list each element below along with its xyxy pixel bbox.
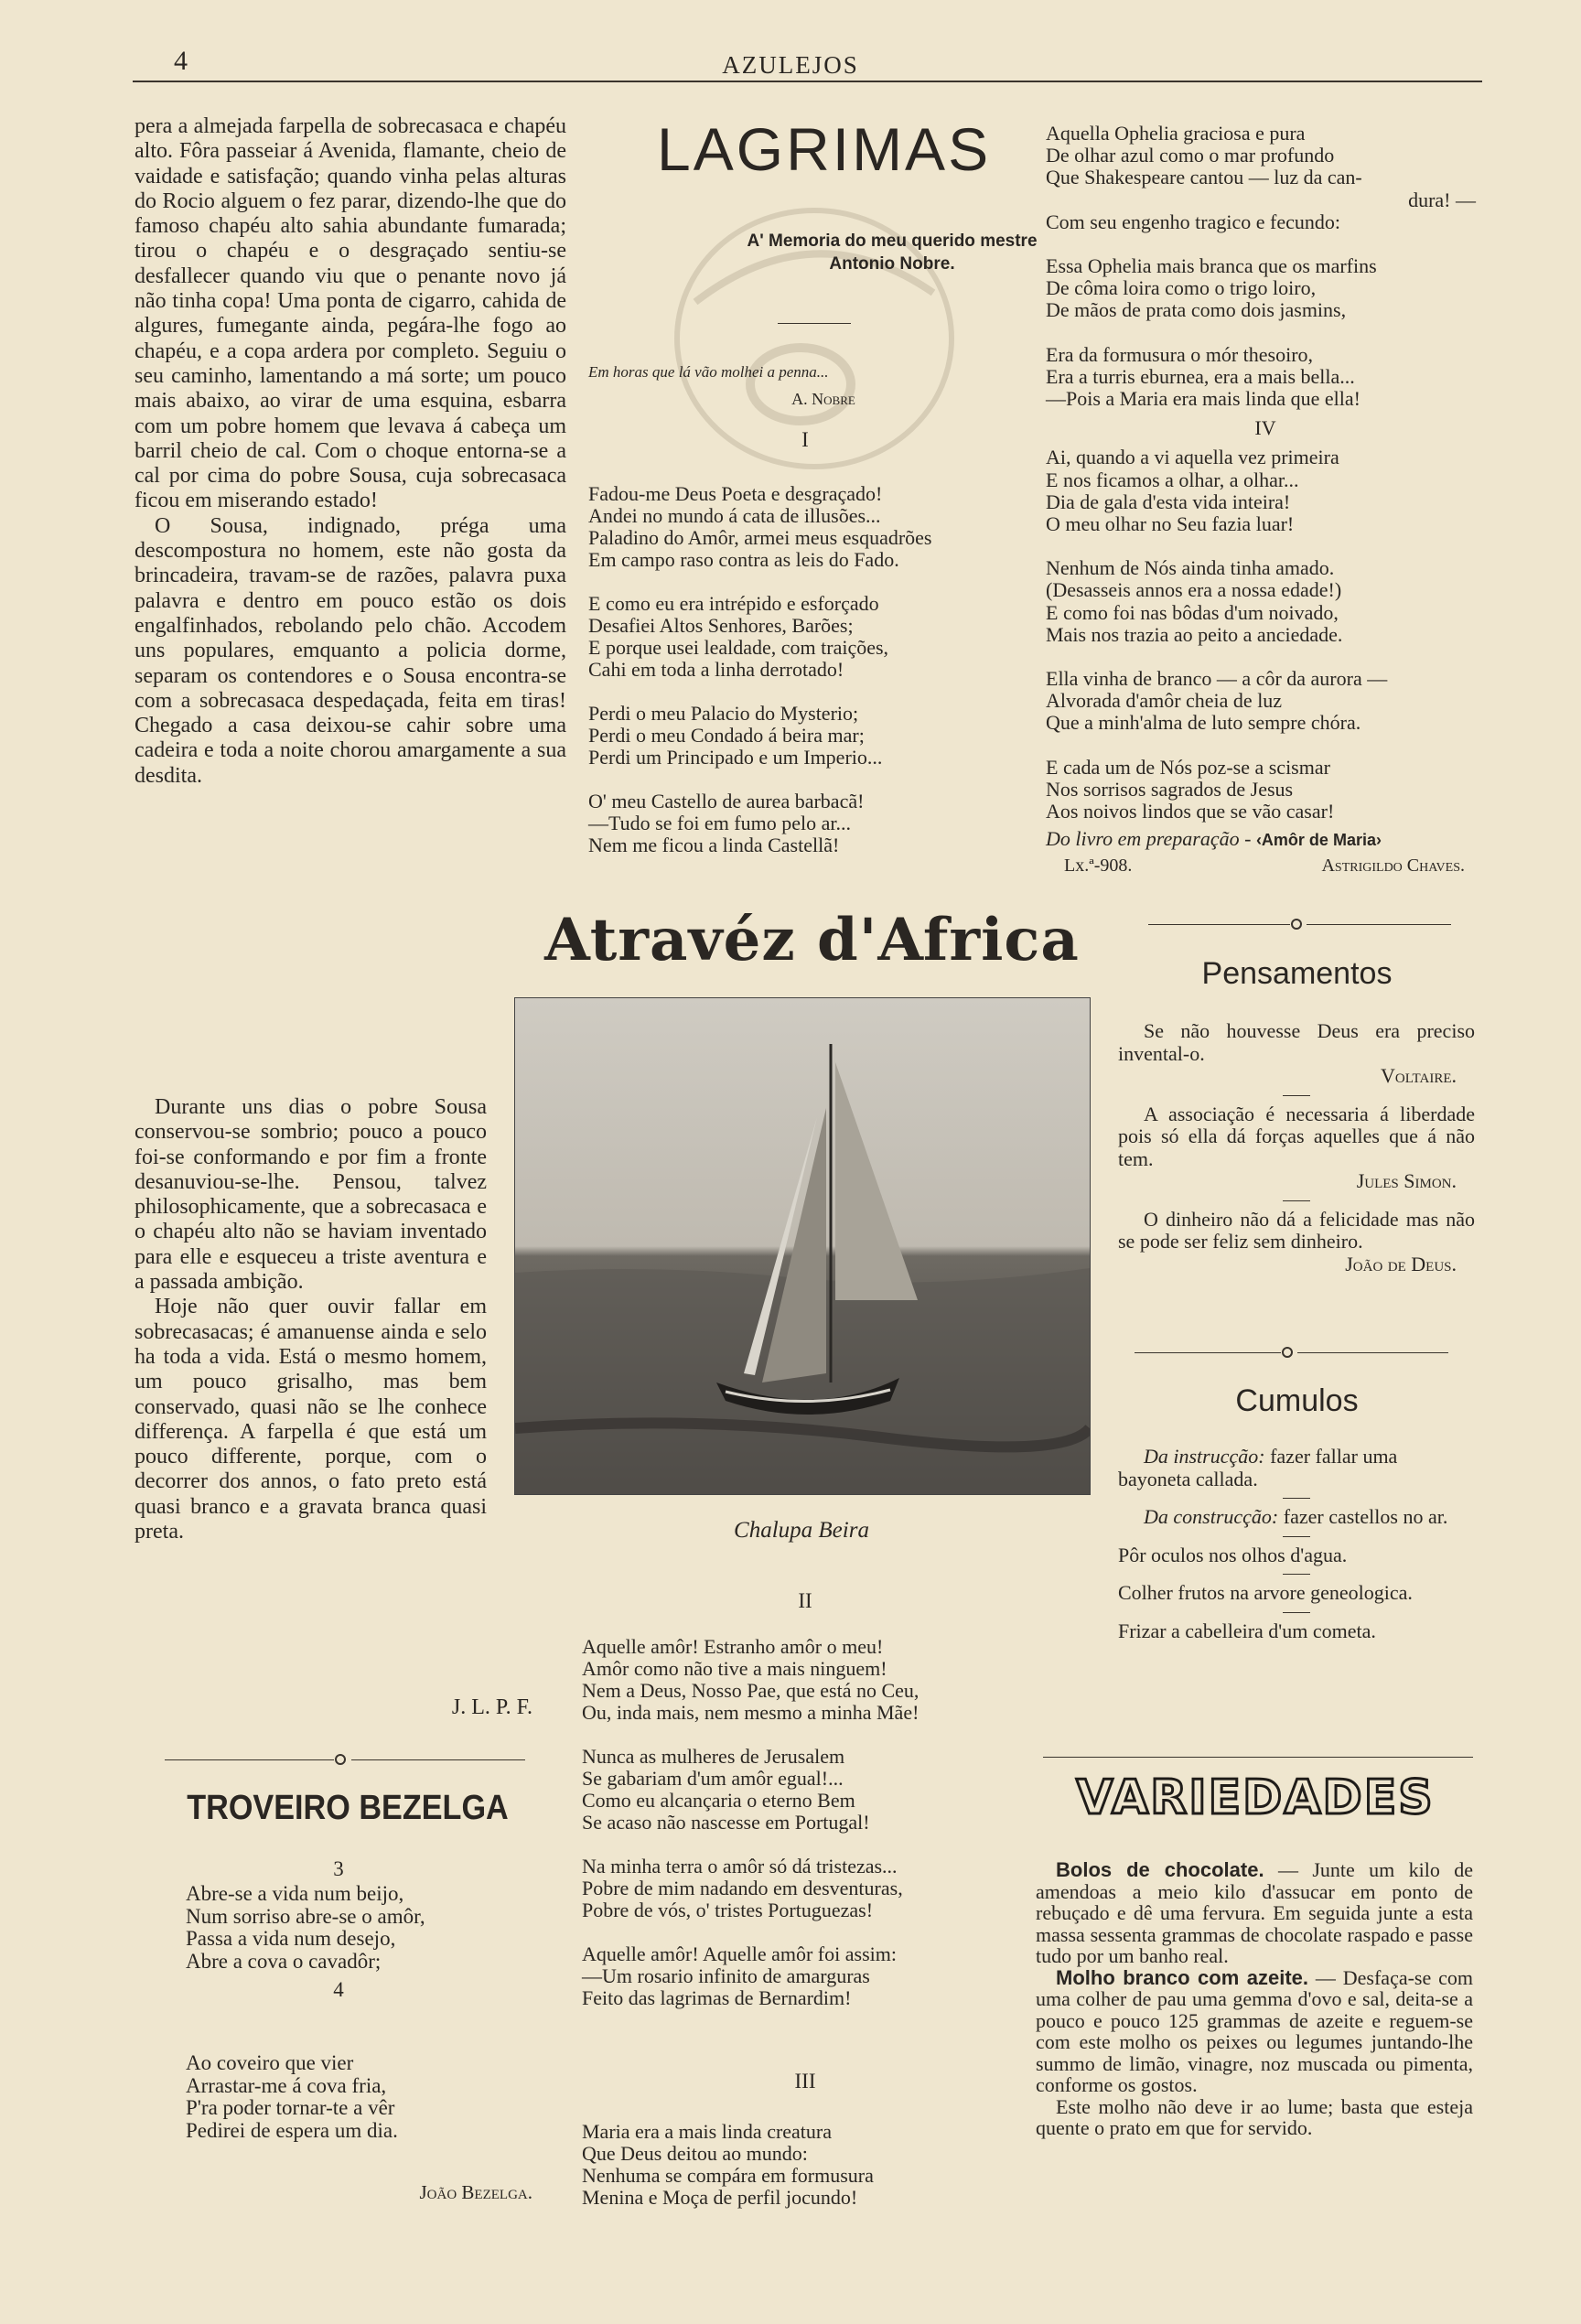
troveiro-stanza	[186, 2052, 515, 2142]
verse-line: Feito das lagrimas de Bernardim!	[582, 1986, 852, 2009]
cumulo: Frizar a cabelleira d'um cometa.	[1118, 1619, 1376, 1642]
verse-line: Com seu engenho tragico e fecundo:	[1046, 210, 1340, 233]
pensamentos-quotes	[1118, 1020, 1475, 1275]
verse-line: Que a minh'alma de luto sempre chóra.	[1046, 711, 1361, 735]
part-numeral: IV	[1254, 416, 1276, 440]
verse-line: Cahi em toda a linha derrotado!	[588, 658, 844, 681]
verse-line: Nos sorrisos sagrados de Jesus	[1046, 777, 1294, 801]
africa-title: Atravéz d'Africa	[544, 906, 1080, 974]
verse-line: Nenhuma se compára em formusura	[582, 2164, 874, 2187]
epigraph-author: A. Nobre	[791, 390, 855, 408]
cumulo-label: Da instrucção:	[1144, 1445, 1265, 1468]
short-rule	[1283, 1498, 1310, 1499]
verse-line: —Tudo se foi em fumo pelo ar...	[588, 812, 851, 834]
story-paragraph: Hoje não quer ouvir fallar em sobrecasacas; é amanuense ainda e selo ha toda a vida. Está o mesmo homem, um pouco grisalho, mas bem conservado, quasi não se lhe conhece differença. A farpella é que está um pouco differente, porque, com o decorrer dos annos, o fato preto está quasi branco e a gravata branca quasi preta.	[134, 1295, 487, 1544]
part-numeral: I	[801, 428, 809, 451]
story-paragraph: Durante uns dias o pobre Sousa conservou-se sombrio; pouco a pouco foi-se conformando e por fim a fronte desanuviou-se-lhe. Pensou, talvez philosophicamente, que a sobrecasaca e o chapéu alto não se haviam inventado para elle e esqueceu a triste aventura e a passada ambição.	[134, 1095, 487, 1295]
stanza-number: 3	[333, 1857, 344, 1880]
troveiro-title: TROVEIRO BEZELGA	[187, 1789, 509, 1827]
quote: O dinheiro não dá a felicidade mas não se pode ser feliz sem dinheiro.	[1118, 1207, 1475, 1253]
pensamentos-title: Pensamentos	[1201, 956, 1393, 991]
verse-line: O meu olhar no Seu fazia luar!	[1046, 512, 1295, 536]
verse-line: Alvorada d'amôr cheia de luz	[1046, 689, 1283, 713]
short-rule	[1283, 1200, 1310, 1201]
separator	[1135, 1352, 1281, 1353]
verse-line: Que Deus deitou ao mundo:	[582, 2142, 808, 2165]
verse-line: —Pois a Maria era mais linda que ella!	[1046, 387, 1361, 411]
verse-line: Arrastar-me á cova fria,	[186, 2073, 387, 2097]
variedades-title	[1036, 1766, 1475, 1824]
variedades-recipes	[1036, 1859, 1473, 2139]
book-note-text: Do livro em preparação -	[1046, 827, 1252, 851]
separator-ornament	[1291, 919, 1302, 930]
quote-author: Voltaire.	[1381, 1064, 1457, 1087]
quote: Se não houvesse Deus era preciso invental-o.	[1118, 1019, 1475, 1065]
cumulo-label: Da construcção:	[1144, 1505, 1279, 1528]
recipe-note: Este molho não deve ir ao lume; basta que esteja quente o prato em que for servido.	[1036, 2094, 1473, 2139]
variedades-title-art	[1036, 1766, 1475, 1824]
photo-caption: Chalupa Beira	[734, 1518, 869, 1543]
verse-line: E como eu era intrépido e esforçado	[588, 592, 879, 615]
cumulo: Pôr oculos nos olhos d'agua.	[1118, 1543, 1348, 1566]
verse-line: Pobre de mim nadando em desventuras,	[582, 1877, 903, 1899]
verse-line: Paladino do Amôr, armei meus esquadrões	[588, 526, 932, 549]
page-number: 4	[174, 46, 188, 76]
separator	[165, 1759, 334, 1760]
short-rule	[1283, 1612, 1310, 1613]
verse-line: Nenhum de Nós ainda tinha amado.	[1046, 556, 1335, 580]
short-rule	[1283, 1536, 1310, 1537]
sailboat-photo	[514, 997, 1091, 1495]
part-numeral: II	[798, 1589, 812, 1612]
verse-line: E nos ficamos a olhar, a olhar...	[1046, 468, 1299, 491]
lagrimas-title: LAGRIMAS	[657, 115, 992, 183]
verse-line: Se acaso não nascesse em Portugal!	[582, 1811, 870, 1834]
verse-line: De côma loira como o trigo loiro,	[1046, 276, 1317, 300]
verse-line: Nem me ficou a linda Castellã!	[588, 834, 840, 856]
troveiro-stanza	[186, 1883, 515, 1973]
verse-line: Aquelle amôr! Aquelle amôr foi assim:	[582, 1942, 897, 1965]
verse-line: Nem a Deus, Nosso Pae, que está no Ceu,	[582, 1679, 920, 1702]
lagrimas-part-3-continued	[1046, 123, 1485, 880]
poem-place-date: Lx.ª-908.	[1064, 855, 1133, 877]
verse-line: Que Shakespeare cantou — luz da can-	[1046, 166, 1362, 189]
verse-line: Como eu alcançaria o eterno Bem	[582, 1789, 855, 1812]
verse-line: De mãos de prata como dois jasmins,	[1046, 298, 1347, 322]
verse-line: Ou, inda mais, nem mesmo a minha Mãe!	[582, 1701, 920, 1724]
verse-line: Desafiei Altos Senhores, Barões;	[588, 614, 854, 637]
stanza-number: 4	[333, 1978, 344, 2001]
verse-line: Andei no mundo á cata de illusões...	[588, 504, 881, 527]
cumulo-text: fazer fallar uma bayoneta callada.	[1118, 1445, 1398, 1490]
verse-line: Dia de gala d'esta vida inteira!	[1046, 490, 1291, 513]
quote: A associação é necessaria á liberdade pois só ella dá forças aquelles que á não tem.	[1118, 1102, 1475, 1170]
separator	[351, 1759, 525, 1760]
separator	[1297, 1352, 1448, 1353]
sailboat-illustration	[515, 998, 1090, 1494]
verse-line: Era da formusura o mór thesoiro,	[1046, 342, 1314, 366]
quote-author: Jules Simon.	[1356, 1169, 1457, 1192]
verse-line: O' meu Castello de aurea barbacã!	[588, 790, 865, 812]
epigraph: Em horas que lá vão molhei a penna...	[588, 363, 829, 381]
story-paragraph: pera a almejada farpella de sobrecasaca e chapéu alto. Fôra passeiar á Avenida, flamante, cheio de vaidade e satisfação; quando vinha pelas alturas do Rocio alguem o fez parar, dizendo-lhe que do famoso chapéu alto sahia abundante fumarada; tirou o chapéu e o desgraçado sentiu-se desfallecer quando viu que o penante novo já não tinha copa! Uma ponta de cigarro, cahida de algures, fumegante ainda, pegára-lhe fogo ao chapéu, e a copa ardera por completo. Seguiu o seu caminho, lamentando a má sorte; um pouco mais abaixo, ao virar de uma esquina, esbarra com um pobre homem que levava á cabeça um barril cheio de cal. Com o choque entorna-se a cal por cima do pobre Sousa, cuja sobrecasaca ficou em miserando estado!	[134, 114, 566, 513]
recipe-title: Molho branco com azeite.	[1056, 1965, 1309, 1989]
verse-line: Passa a vida num desejo,	[186, 1927, 396, 1950]
recipe-text: — Desfaça-se com uma colher de pau uma gemma d'ovo e sal, deita-se a pouco e pouco 125 grammas de azeite e reguem-se com este molho os peixes ou legumes juntando-lhe summo de limão, vinagre, noz muscada ou pimenta, conforme os gostos.	[1036, 1965, 1473, 2096]
verse-line: E porque usei lealdade, com traições,	[588, 636, 889, 659]
separator-ornament	[1282, 1347, 1293, 1358]
verse-line: Mais nos trazia ao peito a anciedade.	[1046, 622, 1343, 646]
verse-line: Em campo raso contra as leis do Fado.	[588, 548, 899, 571]
verse-line: Abre-se a vida num beijo,	[186, 1882, 404, 1905]
short-rule	[1283, 1574, 1310, 1575]
cumulos-list	[1118, 1446, 1475, 1642]
verse-line: Abre a cova o cavadôr;	[186, 1949, 382, 1973]
part-numeral: III	[794, 2070, 816, 2093]
recipe	[1036, 1859, 1473, 1967]
story-continuation	[134, 114, 566, 789]
variedades-title-text: VARIEDADES	[1076, 1770, 1435, 1824]
poem-signature	[1046, 855, 1485, 880]
header-rule	[133, 81, 1482, 82]
verse-line: Ai, quando a vi aquella vez primeira	[1046, 446, 1339, 469]
verse-line: Ao coveiro que vier	[186, 2051, 354, 2074]
poem-author: Astrigildo Chaves.	[1321, 855, 1465, 877]
separator	[1148, 924, 1290, 925]
lagrimas-part-1	[588, 483, 1027, 856]
verse-line: P'ra poder tornar-te a vêr	[186, 2096, 395, 2119]
cumulo	[1118, 1506, 1475, 1529]
verse-line: (Desasseis annos era a nossa edade!)	[1046, 578, 1342, 602]
story-continuation-narrow	[134, 1095, 487, 1544]
verse-line: De olhar azul como o mar profundo	[1046, 144, 1335, 167]
story-signature: J. L. P. F.	[451, 1695, 532, 1719]
separator	[1043, 1757, 1473, 1758]
cumulo: Colher frutos na arvore geneologica.	[1118, 1581, 1413, 1604]
verse-line: Ella vinha de branco — a côr da aurora —	[1046, 667, 1388, 691]
story-paragraph: O Sousa, indignado, préga uma descompostura no homem, este não gosta da brincadeira, travam-se de razões, palavra puxa palavra e dentro em pouco estão os dois engalfinhados, rebolando pelo chão. Accodem uns populares, emquanto a policia dorme, separam os contendores e o Sousa encontra-se com a sobrecasaca despedaçada, feita em tiras! Chegado a casa deixou-se cahir sobre uma cadeira e toda a noite chorou amargamente a sua desdita.	[134, 513, 566, 788]
verse-line: Aquella Ophelia graciosa e pura	[1046, 122, 1306, 145]
verse-line: Se gabariam d'um amôr egual!...	[582, 1767, 844, 1790]
verse-line: Nunca as mulheres de Jerusalem	[582, 1745, 845, 1768]
verse-line: Pedirei de espera um dia.	[186, 2118, 398, 2142]
verse-line: Pobre de vós, o' tristes Portuguezas!	[582, 1899, 874, 1921]
recipe	[1036, 1967, 1473, 2096]
verse-line: Fadou-me Deus Poeta e desgraçado!	[588, 482, 883, 505]
verse-line: Maria era a mais linda creatura	[582, 2120, 833, 2143]
verse-line: Na minha terra o amôr só dá tristezas...	[582, 1855, 898, 1877]
short-rule	[1283, 1095, 1310, 1096]
separator	[1307, 924, 1451, 925]
separator	[778, 323, 851, 324]
verse-line: Aquelle amôr! Estranho amôr o meu!	[582, 1635, 884, 1658]
quote-author: João de Deus.	[1345, 1252, 1457, 1275]
verse-line: Perdi um Principado e um Imperio...	[588, 746, 883, 769]
verse-line: Perdi o meu Palacio do Mysterio;	[588, 702, 859, 725]
verse-line: E cada um de Nós poz-se a scismar	[1046, 755, 1330, 779]
verse-line: E como foi nas bôdas d'um noivado,	[1046, 600, 1339, 624]
verse-line: Perdi o meu Condado á beira mar;	[588, 724, 865, 747]
recipe-title: Bolos de chocolate.	[1056, 1858, 1264, 1881]
troveiro-author: João Bezelga.	[419, 2181, 532, 2203]
verse-line: Aos noivos lindos que se vão casar!	[1046, 800, 1335, 823]
verse-line: —Um rosario infinito de amarguras	[582, 1964, 870, 1987]
separator-ornament	[335, 1754, 346, 1765]
lagrimas-part-3	[582, 2121, 1039, 2209]
verse-line: Essa Ophelia mais branca que os marfins	[1046, 254, 1377, 278]
book-title: ‹Amôr de Maria›	[1255, 831, 1382, 850]
magazine-title: AZULEJOS	[722, 51, 859, 79]
cumulos-title: Cumulos	[1235, 1383, 1359, 1418]
verse-line: Amôr como não tive a mais ninguem!	[582, 1657, 887, 1680]
recipe-text: — Junte um kilo de amendoas a meio kilo d'assucar em ponto de rebuçado e dê uma fervura. Em seguida junte a esta massa sessenta grammas de chocolate raspado e passe tudo por um banho real.	[1036, 1858, 1473, 1967]
verse-line: Era a turris eburnea, era a mais bella...	[1046, 364, 1355, 388]
verse-line: Num sorriso abre-se o amôr,	[186, 1904, 425, 1928]
dedication: A' Memoria do meu querido mestre Antonio Nobre.	[747, 231, 1038, 274]
verse-line: dura! —	[1408, 188, 1476, 211]
book-note	[1046, 828, 1485, 851]
cumulo-text: fazer castellos no ar.	[1283, 1505, 1448, 1528]
cumulo	[1118, 1446, 1475, 1490]
verse-line: Menina e Moça de perfil jocundo!	[582, 2186, 858, 2209]
lagrimas-part-2	[582, 1636, 1039, 2009]
